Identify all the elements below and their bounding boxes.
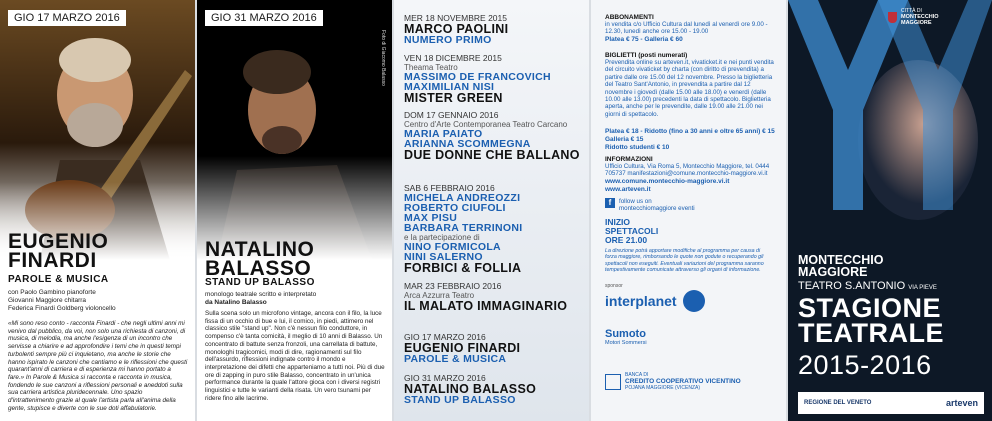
event-title: IL MALATO IMMAGINARIO: [404, 299, 568, 313]
event-performer: MICHELA ANDREOZZI: [404, 192, 521, 204]
panel-cover: [788, 0, 992, 421]
credit-line: monologo teatrale scritto e interpretato: [205, 291, 317, 298]
event-title: NUMERO PRIMO: [404, 34, 492, 46]
regione-logo: REGIONE DEL VENETO: [804, 400, 872, 406]
panel-finardi: [0, 0, 195, 421]
season-years: 2015-2016: [798, 350, 932, 380]
photo-credit: Foto di Giacomo Balasso: [380, 30, 386, 86]
event-4: [404, 184, 584, 274]
facebook-follow[interactable]: [605, 198, 775, 213]
event-subtitle: STAND UP BALASSO: [404, 394, 516, 406]
event-date: GIO 31 MARZO 2016: [205, 10, 323, 26]
event-company: Arca Azzurra Teatro: [404, 291, 475, 300]
event-performer: MASSIMO DE FRANCOVICH: [404, 71, 551, 83]
event-6: [404, 333, 584, 364]
description: «Mi sono reso conto - racconta Finardi - che negli ultimi anni mi venivo dal pubblico, da voi, non solo una richiesta di canzoni, di musica, di melodia, ma anche l'esigenza di un incontro che servisse a chiarire e ad approfondire i temi che in questi tempi turbolenti sempre più ci inquietano, ma anche le storie che hanno ispirato le canzoni che cantiamo e le riflessioni che questi quarant'anni di carriera e di esperienza mi hanno portato a fare.» In Parole & Musica si racconta e racconta in musica, fondendo le sue canzoni a riflessioni personali e aneddoti sulla sua carriera artistica pluridecennale. Uno spazio d'intrattenimento grazie al quale l'artista parla all'anima della gente, stupisce e diverte con le sue doti affabulatorie.: [8, 320, 188, 412]
credit-line: Federica Finardi Goldberg violoncello: [8, 305, 116, 312]
event-title: MISTER GREEN: [404, 91, 503, 105]
informazioni-section: [605, 156, 775, 194]
website-link[interactable]: www.comune.montecchio-maggiore.vi.it: [605, 177, 730, 185]
event-subtitle: PAROLE & MUSICA: [404, 353, 507, 365]
event-performer: NINO FORMICOLA: [404, 241, 501, 253]
panel-info: [591, 0, 786, 421]
city-label: CITTÀ DI: [901, 8, 922, 14]
event-7: [404, 374, 584, 405]
facebook-icon: f: [605, 198, 615, 208]
venue-city-line: MONTECCHIO: [798, 253, 884, 267]
sponsor-bank: [605, 372, 741, 391]
name-line-2: FINARDI: [8, 249, 97, 272]
event-performer: MAXIMILIAN NISI: [404, 81, 495, 93]
season-title: [798, 293, 944, 348]
abbonamenti-section: [605, 14, 775, 44]
facebook-text: follow us on montecchiomaggiore eventi: [619, 198, 695, 213]
start-time-value: ORE 21.00: [605, 235, 648, 245]
section-text: Prevendita online su arteven.it, vivaticket.it e nei punti vendita del circuito vivaticket by charta (con diritto di prevendita) a partire dalle ore 15.00 del 12 novembre. Presso la biglietteria del Teatro Sant'Antonio, in prevendita a partire dal 12 novembre i giovedì (dalle 15.00 alle 18.00) e venerdì (dalle 10.00 alle 13.00) precedenti la data di spettacolo. Biglietteria aperta, anche per le prevendite, dalle 19.00 alle 21.00 nei giorni di spettacolo.: [605, 59, 774, 118]
bank-logo-icon: [605, 374, 621, 390]
event-performer: MAX PISU: [404, 212, 458, 224]
performer-name: [205, 240, 314, 278]
city-crest-icon: [888, 12, 897, 23]
event-date: MER 18 NOVEMBRE 2015: [404, 13, 507, 23]
event-3: [404, 111, 584, 161]
section-text: in vendita c/o Ufficio Cultura dal lunedì al venerdì ore 9.00 - 12.30, lunedì anche ore 15.00 - 19.00: [605, 21, 768, 36]
season-title-line: TEATRALE: [798, 318, 944, 348]
venue-name: TEATRO S.ANTONIO: [798, 280, 906, 292]
panel-balasso: [197, 0, 392, 421]
performer-name: [8, 232, 108, 270]
event-date: DOM 17 GENNAIO 2016: [404, 110, 499, 120]
event-title: NATALINO BALASSO: [404, 382, 537, 396]
arteven-logo: arteven: [945, 398, 978, 408]
event-date: GIO 17 MARZO 2016: [404, 332, 486, 342]
credit-line: con Paolo Gambino pianoforte: [8, 289, 96, 296]
sponsor-subtitle: Motori Sommersi: [605, 340, 647, 346]
price-line: Platea € 18 - Ridotto (fino a 30 anni e oltre 65 anni) € 15: [605, 128, 775, 135]
show-title: PAROLE & MUSICA: [8, 274, 109, 285]
section-text: Ufficio Cultura, Via Roma 5, Montecchio Maggiore, tel. 0444 705737 manifestazioni@comune.montecchio-maggiore.vi.it: [605, 163, 770, 178]
city-badge: [888, 8, 961, 26]
event-5: [404, 282, 584, 312]
biglietti-section: [605, 52, 775, 118]
credits: [8, 289, 188, 313]
event-performer: MARIA PAIATO: [404, 128, 483, 140]
venue: [798, 280, 937, 292]
bank-name: [625, 372, 741, 391]
event-date: SAB 6 FEBBRAIO 2016: [404, 183, 495, 193]
event-performer: ROBERTO CIUFOLI: [404, 202, 506, 214]
venue-city: [798, 254, 883, 278]
description: Sulla scena solo un microfono vintage, ancora con il filo, la luce fissa di un occhio di bue e lui, il comico, in piedi, attimero nel classico stile "stand up". Non c'è nessun filo conduttore, in compenso c'è tanta comicità, il meglio di 10 anni di Balasso. Un concentrato di battute senza fronzoli, una carrellata di battute, monologhi tragicomici, modi di dire, ragionamenti sul filo dell'assurdo, riflessioni indignate contro il mondo e interpretazione dei difetti che apparteniamo a tutti noi. Più di due ore di zapping in puro stile Balasso, concentrato in un'unica performance durante la quale l'attore gioca con i diversi registri linguistici e tutte le varianti della risata. Un vero tsunami per ridere fino alle lacrime.: [205, 310, 385, 402]
sponsor-name: interplanet: [605, 293, 677, 309]
name-line-1: EUGENIO: [8, 230, 109, 253]
price-line: Platea € 75 - Galleria € 60: [605, 35, 683, 43]
event-2: [404, 54, 584, 104]
event-company: Centro d'Arte Contemporanea Teatro Carcano: [404, 120, 568, 129]
event-note: e la partecipazione di: [404, 233, 480, 242]
name-line-1: NATALINO: [205, 238, 315, 261]
balasso-photo: [197, 0, 392, 260]
event-performer: BARBARA TERRINONI: [404, 222, 523, 234]
bank-line: CREDITO COOPERATIVO VICENTINO: [625, 378, 741, 385]
bank-line: POJANA MAGGIORE (VICENZA): [625, 385, 701, 391]
event-performer: MARCO PAOLINI: [404, 22, 509, 36]
event-title: EUGENIO FINARDI: [404, 341, 521, 355]
logo-bar: [798, 392, 984, 414]
start-label: INIZIO: [605, 217, 631, 227]
section-heading: INFORMAZIONI: [605, 156, 653, 163]
start-label: SPETTACOLI: [605, 226, 659, 236]
sponsor-label: sponsor: [605, 283, 623, 289]
event-date: GIO 17 MARZO 2016: [8, 10, 126, 26]
interplanet-logo-icon: [683, 290, 705, 312]
event-date: MAR 23 FEBBRAIO 2016: [404, 281, 502, 291]
prices: [605, 128, 781, 152]
event-date: VEN 18 DICEMBRE 2015: [404, 53, 502, 63]
show-title: STAND UP BALASSO: [205, 277, 315, 288]
website-link[interactable]: www.arteven.it: [605, 185, 651, 193]
event-company: Theama Teatro: [404, 63, 458, 72]
venue-street: VIA PIEVE: [908, 285, 937, 291]
bank-line: BANCA DI: [625, 372, 649, 378]
credits: [205, 291, 385, 307]
name-line-2: BALASSO: [205, 257, 312, 280]
section-heading: ABBONAMENTI: [605, 14, 654, 21]
panel-program: [394, 0, 589, 421]
season-title-line: STAGIONE: [798, 293, 942, 323]
sponsor-interplanet: [605, 290, 705, 312]
venue-city-line: MAGGIORE: [798, 265, 868, 279]
price-line: Galleria € 15: [605, 136, 644, 143]
event-title: FORBICI & FOLLIA: [404, 261, 522, 275]
credit-line: da Natalino Balasso: [205, 299, 267, 306]
finardi-photo: [0, 0, 195, 260]
section-heading: BIGLIETTI (posti numerati): [605, 52, 688, 59]
city-name: MONTECCHIO MAGGIORE: [901, 14, 939, 26]
sponsor-name: Sumoto: [605, 328, 646, 340]
disclaimer: La direzione potrà apportare modifiche al programma per causa di forza maggiore, rimborsando le quote non godute o recuperando gli spettacoli non eseguiti. Eventuali variazioni del programma saranno tempestivamente comunicate attraverso gli organi di informazione.: [605, 248, 764, 273]
event-performer: NINI SALERNO: [404, 251, 483, 263]
event-performer: ARIANNA SCOMMEGNA: [404, 138, 531, 150]
credit-line: Giovanni Maggiore chitarra: [8, 297, 87, 304]
start-time: [605, 218, 658, 245]
event-date: GIO 31 MARZO 2016: [404, 373, 486, 383]
price-line: Ridotto studenti € 10: [605, 144, 670, 151]
event-1: [404, 14, 584, 45]
event-title: DUE DONNE CHE BALLANO: [404, 148, 580, 162]
sponsor-sumoto: [605, 328, 647, 346]
